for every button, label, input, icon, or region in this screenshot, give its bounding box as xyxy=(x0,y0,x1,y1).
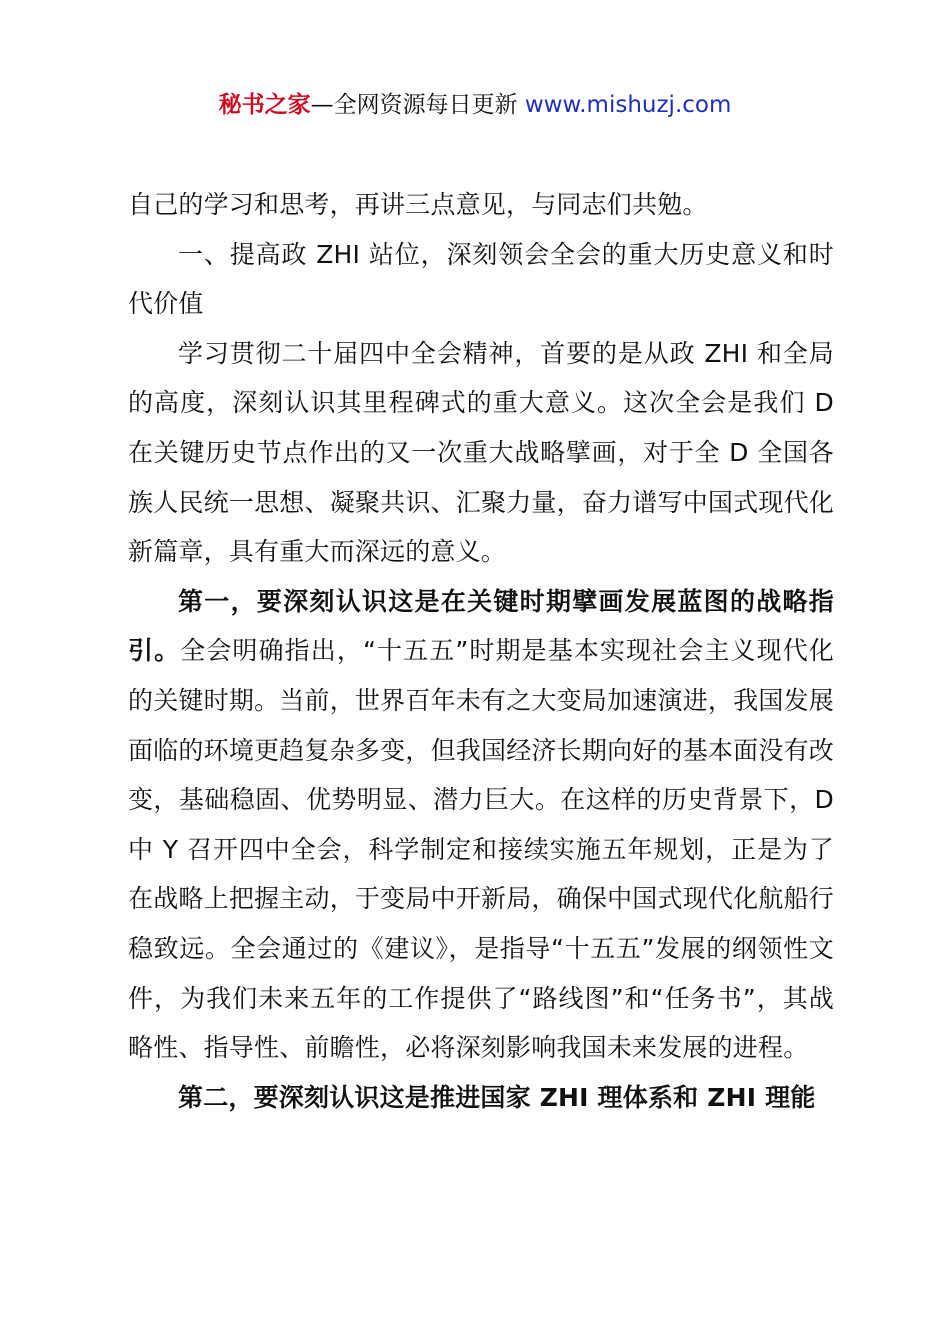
site-url-link[interactable]: www.mishuzj.com xyxy=(524,92,732,118)
paragraph-lead: 第二，要深刻认识这是推进国家 ZHI 理体系和 ZHI 理能 xyxy=(178,1082,816,1112)
paragraph xyxy=(128,577,834,1073)
header-tagline: —全网资源每日更新 xyxy=(310,92,525,118)
brand-name: 秘书之家 xyxy=(218,92,311,118)
paragraph-continuation: 自己的学习和思考，再讲三点意见，与同志们共勉。 xyxy=(128,190,708,219)
section-heading: 一、提高政 ZHI 站位，深刻领会全会的重大历史意义和时代价值 xyxy=(128,239,834,319)
paragraph-lead: 第一，要深刻认识这是在关键时期擘画发展蓝图的战略指引。 xyxy=(128,586,834,666)
paragraph xyxy=(128,1073,834,1123)
paragraph-text: 全会明确指出，“十五五”时期是基本实现社会主义现代化的关键时期。当前，世界百年未有之大变局加速演进，我国发展面临的环境更趋复杂多变，但我国经济长期向好的基本面没有改变，基础稳固、优势明显、潜力巨大。在这样的历史背景下，D 中 Y 召开四中全会，科学制定和接续实施五年规划，正是为了在战略上把握主动，于变局中开新局，确保中国式现代化航船行稳致远。全会通过的《建议》，是指导“十五五”发展的纲领性文件，为我们未来五年的工作提供了“路线图”和“任务书”，其战略性、指导性、前瞻性，必将深刻影响我国未来发展的进程。 xyxy=(128,636,834,1063)
page-header xyxy=(0,88,950,122)
paragraph: 学习贯彻二十届四中全会精神，首要的是从政 ZHI 和全局的高度，深刻认识其里程碑式的重大意义。这次全会是我们 D 在关键历史节点作出的又一次重大战略擘画，对于全 D 全国各族人民统一思想、凝聚共识、汇聚力量，奋力谱写中国式现代化新篇章，具有重大而深远的意义。 xyxy=(128,338,834,567)
document-body xyxy=(128,180,834,1122)
